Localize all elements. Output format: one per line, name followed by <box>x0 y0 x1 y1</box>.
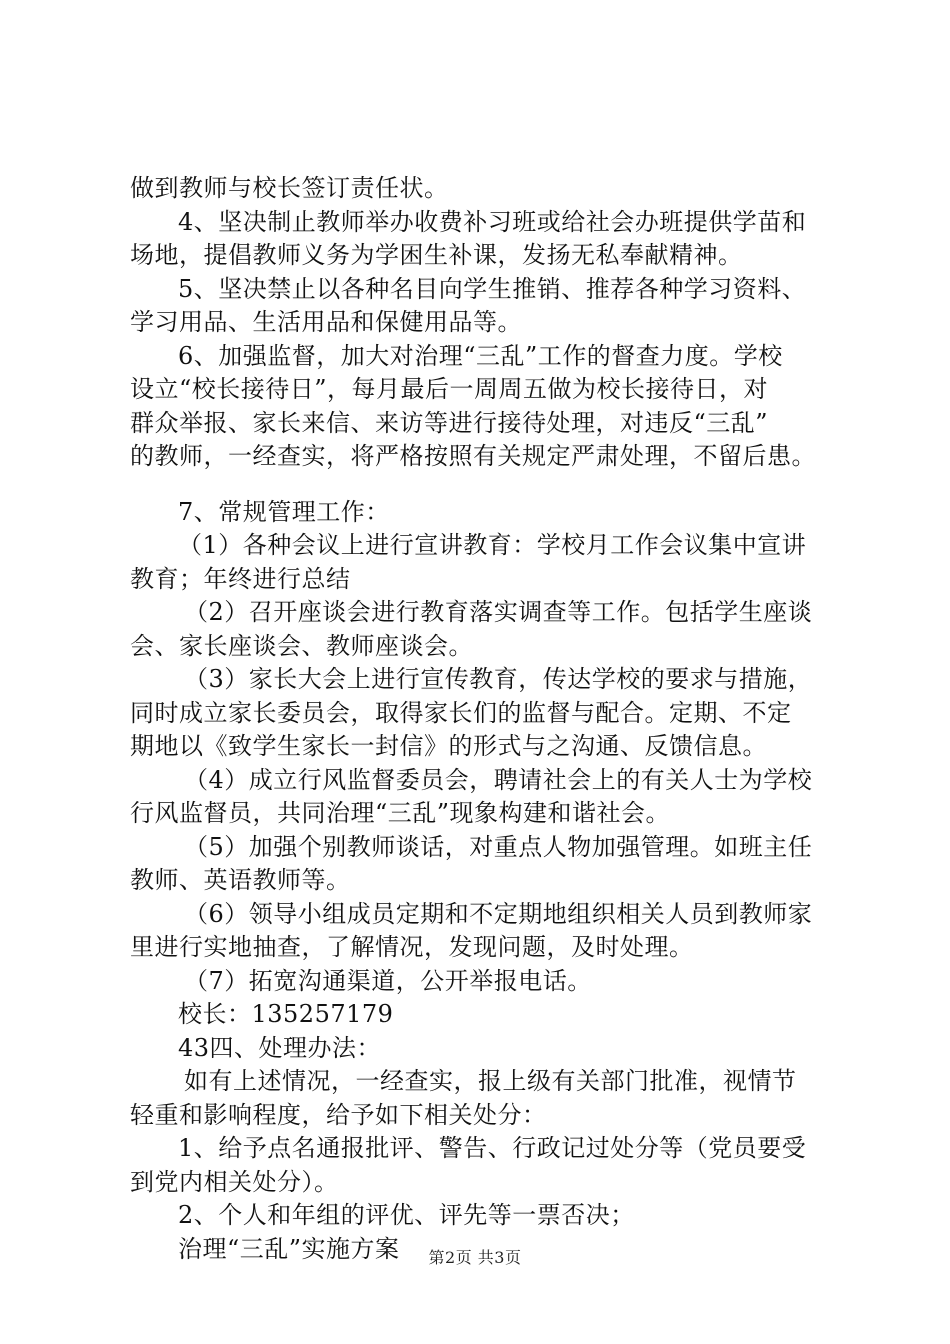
text-line: （1）各种会议上进行宣讲教育：学校月工作会议集中宣讲 <box>178 531 807 559</box>
text-line: 轻重和影响程度，给予如下相关处分： <box>130 1100 547 1129</box>
text-line: 的教师，一经查实，将严格按照有关规定严肃处理，不留后患。 <box>130 442 816 470</box>
text-line: 教师、英语教师等。 <box>130 866 351 894</box>
text-line: 做到教师与校长签订责任状。 <box>130 174 449 202</box>
text-line: 行风监督员，共同治理“三乱”现象构建和谐社会。 <box>130 799 671 827</box>
text-line: 场地，提倡教师义务为学困生补课，发扬无私奉献精神。 <box>130 241 743 269</box>
text-line: 1、给予点名通报批评、警告、行政记过处分等（党员要受 <box>178 1134 807 1162</box>
text-line: 设立“校长接待日”，每月最后一周周五做为校长接待日，对 <box>130 375 769 403</box>
text-line: 教育；年终进行总结 <box>130 564 351 593</box>
text-line: 5、坚决禁止以各种名目向学生推销、推荐各种学习资料、 <box>178 274 807 303</box>
text-line: （3）家长大会上进行宣传教育，传达学校的要求与措施， <box>184 665 813 693</box>
text-line: 4、坚决制止教师举办收费补习班或给社会办班提供学苗和 <box>178 207 807 236</box>
text-line: 7、常规管理工作： <box>178 497 390 526</box>
text-line: 期地以《致学生家长一封信》的形式与之沟通、反馈信息。 <box>130 732 767 760</box>
text-line: 治理“三乱”实施方案 <box>178 1234 400 1263</box>
text-line: 2、个人和年组的评优、评先等一票否决； <box>178 1201 635 1229</box>
text-line: （6）领导小组成员定期和不定期地组织相关人员到教师家 <box>184 899 813 928</box>
text-line: 校长：135257179 <box>178 1000 394 1028</box>
text-line: （7）拓宽沟通渠道，公开举报电话。 <box>184 966 592 995</box>
text-line: 如有上述情况，一经查实，报上级有关部门批准，视情节 <box>184 1067 797 1095</box>
text-line: （4）成立行风监督委员会，聘请社会上的有关人士为学校 <box>184 765 813 794</box>
text-line: 群众举报、家长来信、来访等进行接待处理，对违反“三乱” <box>130 408 769 437</box>
page-footer: 第2页 共3页 <box>428 1248 522 1267</box>
text-line: 会、家长座谈会、教师座谈会。 <box>130 631 473 660</box>
text-line: 43四、处理办法： <box>178 1033 382 1062</box>
text-line: 学习用品、生活用品和保健用品等。 <box>130 308 522 336</box>
text-line: （2）召开座谈会进行教育落实调查等工作。包括学生座谈 <box>184 598 813 626</box>
document-body <box>130 172 850 1266</box>
text-line: 6、加强监督，加大对治理“三乱”工作的督查力度。学校 <box>178 341 783 370</box>
text-line: 到党内相关处分）。 <box>130 1167 339 1196</box>
text-line: 同时成立家长委员会，取得家长们的监督与配合。定期、不定 <box>130 698 792 727</box>
paragraph-gap <box>130 474 850 496</box>
text-line: （5）加强个别教师谈话，对重点人物加强管理。如班主任 <box>184 832 813 861</box>
text-line: 里进行实地抽查，了解情况，发现问题，及时处理。 <box>130 933 694 961</box>
